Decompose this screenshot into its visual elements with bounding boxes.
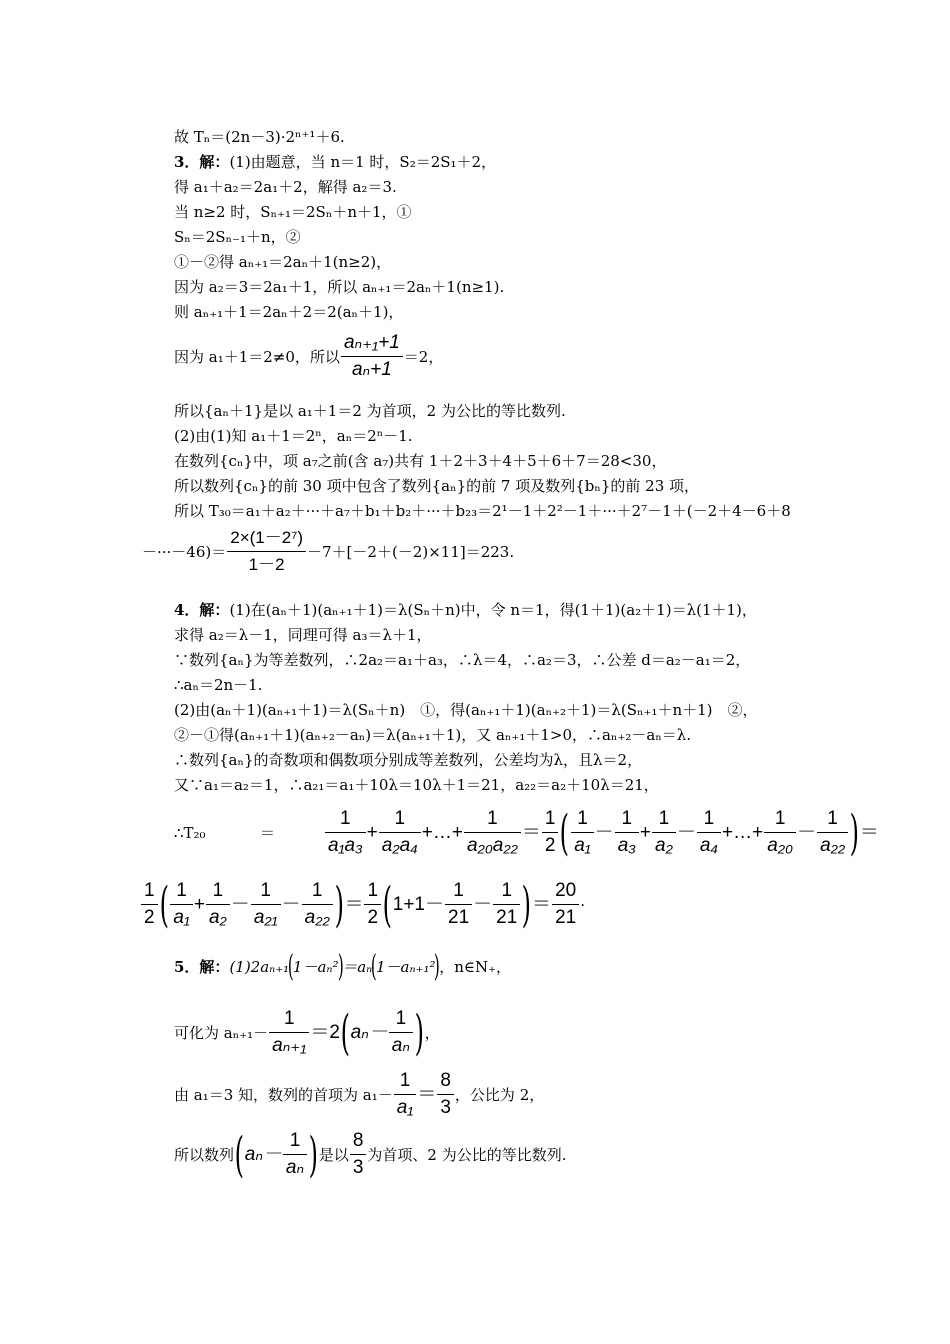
right-paren: ) [849,804,860,861]
text-line: (2)由(1)知 a₁＋1＝2ⁿ，aₙ＝2ⁿ－1. [174,427,413,445]
expression: aₙ－ [350,1021,388,1043]
denominator: a₁a₃ [328,835,363,856]
line-text: 因为 a₁＋1＝2≠0，所以 [174,347,340,366]
formula-t20-result [140,876,585,936]
minus-sign: － [425,893,445,915]
line-text: 可化为 aₙ₊₁－ [174,1023,269,1042]
fraction [302,880,333,929]
denominator: a₂₂ [820,835,846,856]
minus-sign: － [230,893,250,915]
text-line: (2)由(aₙ＋1)(aₙ₊₁＋1)＝λ(Sₙ＋n) ①，得(aₙ₊₁＋1)(aₙ₊₂＋1)＝λ(Sₙ₊₁＋n＋1) ②， [174,701,758,719]
right-paren: ) [414,1004,424,1061]
expression: (1)2aₙ₊₁ [229,958,290,976]
denominator: 21 [448,907,470,928]
numerator: 20 [552,880,579,905]
text-line: Sₙ＝2Sₙ₋₁＋n，② [174,228,301,246]
right-paren: ) [337,949,344,984]
numerator: 1 [251,880,281,905]
text-line: 求得 a₂＝λ－1，同理可得 a₃＝λ＋1， [174,626,432,644]
formula-line [174,1070,544,1126]
right-paren: ) [334,876,344,933]
fraction [764,808,796,857]
numerator: 1 [379,808,421,833]
left-paren: ( [340,1004,350,1061]
fraction [227,527,306,576]
left-paren: ( [560,804,570,861]
text-line [174,152,496,172]
minus-sign: － [797,821,817,843]
ellipsis: +…+ [421,821,463,843]
denominator: a₂a₄ [381,835,418,856]
expression: ＝aₙ [342,958,373,976]
denominator: a₂₂ [304,907,330,928]
fraction [697,808,721,857]
fraction [571,808,594,857]
right-brace: ) [308,1126,319,1183]
fraction [325,808,366,857]
fraction [389,1008,413,1057]
line-text: (1)由题意，当 n＝1 时，S₂＝2S₁＋2， [229,153,497,171]
numerator: 1 [283,1130,307,1155]
fraction [364,880,381,929]
minus-sign: － [281,893,301,915]
fraction [269,1008,309,1057]
numerator: 2×(1－2⁷) [227,527,306,552]
problem-heading: 4．解： [174,601,230,619]
text-line: ∴aₙ＝2n－1. [174,676,263,694]
formula-t20 [174,804,879,864]
line-text: －···－46)＝ [142,542,227,561]
equals-sign: ＝ [521,821,541,843]
numerator: 1 [269,1008,309,1033]
plus-sign: + [639,821,651,843]
denominator: 3 [440,1097,451,1118]
line-text: 所以数列 [174,1145,235,1164]
denominator: a₁ [574,835,591,856]
line-text: (1)在(aₙ＋1)(aₙ₊₁＋1)＝λ(Sₙ＋n)中，令 n＝1，得(1＋1)(a₂＋1)＝λ(1＋1)， [229,601,757,619]
denominator: a₂₀a₂₂ [466,835,518,856]
text-line: 故 Tₙ＝(2n－3)·2ⁿ⁺¹＋6. [174,128,345,146]
denominator: a₁ [396,1097,414,1118]
fraction-line [174,332,443,381]
denominator: 1－2 [248,555,285,574]
minus-sign: － [594,821,614,843]
text-line: 又∵a₁＝a₂＝1，∴a₂₁＝a₁＋10λ＝10λ＋1＝21，a₂₂＝a₂＋10λ＝21， [174,776,659,794]
line-text: －7＋[－2＋(－2)×11]＝223. [307,542,515,561]
fraction [170,880,193,929]
text-line: ①－②得 aₙ₊₁＝2aₙ＋1(n≥2)， [174,253,392,271]
numerator: 1 [394,1070,417,1095]
text-line: ∵数列{aₙ}为等差数列，∴2a₂＝a₁＋a₃，∴λ＝4，∴a₂＝3，∴公差 d＝a₂－a₁＝2， [174,651,751,669]
numerator: 1 [542,808,559,833]
right-paren: ) [521,876,532,933]
expression: 1－aₙ₊₁² [375,958,436,976]
text-line: ∴数列{aₙ}的奇数项和偶数项分别成等差数列，公差均为λ，且λ＝2， [174,751,643,769]
problem-heading: 5．解： [174,958,230,976]
text-line [174,600,757,620]
denominator: 3 [352,1157,364,1178]
fraction [542,808,559,857]
line-text: 是以 [318,1145,349,1164]
fraction [437,1070,454,1119]
left-brace: ( [234,1126,245,1183]
expression: 1+1 [392,893,425,915]
right-paren: ) [434,949,441,984]
fraction [464,808,521,857]
numerator: 1 [571,808,594,833]
expression: ＝2 [310,1021,340,1043]
left-paren: ( [382,876,393,933]
numerator: 1 [817,808,848,833]
numerator: 1 [697,808,721,833]
numerator: aₙ₊₁+1 [341,332,403,357]
numerator: 1 [170,880,193,905]
fraction [251,880,281,929]
denominator: a₂₀ [767,835,794,856]
denominator: a₃ [617,835,636,856]
denominator: a₂ [208,907,227,928]
numerator: 1 [206,880,230,905]
formula-line [174,949,512,984]
text-line: 所以数列{cₙ}的前 30 项中包含了数列{aₙ}的前 7 项及数列{bₙ}的前 23 项， [174,477,700,495]
text-line: 因为 a₂＝3＝2a₁＋1，所以 aₙ₊₁＝2aₙ＋1(n≥1). [174,278,505,296]
numerator: 1 [764,808,796,833]
plus-sign: + [366,821,378,843]
formula-line [174,1004,440,1064]
line-text: ＝2， [403,347,444,366]
denominator: a₂ [655,835,673,856]
denominator: 21 [555,907,577,928]
text-line: 当 n≥2 时，Sₙ₊₁＝2Sₙ＋n＋1，① [174,203,412,221]
numerator: 1 [325,808,366,833]
line-text: 由 a₁＝3 知，数列的首项为 a₁－ [174,1085,393,1104]
numerator: 1 [141,880,158,905]
denominator: 2 [367,907,379,928]
fraction [283,1130,307,1179]
numerator: 1 [652,808,676,833]
t20-label: ∴T₂₀ [174,823,206,842]
denominator: a₄ [699,835,719,856]
expression: 1－aₙ² [292,958,339,976]
fraction-line [142,527,514,576]
numerator: 8 [350,1130,367,1155]
line-text: ， [424,1023,440,1042]
formula-line [174,1126,567,1186]
numerator: 1 [464,808,521,833]
fraction [615,808,639,857]
minus-sign: － [676,821,696,843]
text-line: 所以 T₃₀＝a₁＋a₂＋···＋a₇＋b₁＋b₂＋···＋b₂₃＝2¹－1＋2²－1＋···＋2⁷－1＋(－2＋4－6＋8 [174,502,791,520]
line-text: ，n∈N₊， [439,958,512,976]
numerator: 1 [615,808,639,833]
denominator: a₂₁ [253,907,278,928]
expression: aₙ－ [244,1143,282,1165]
left-paren: ( [159,876,169,933]
fraction [206,880,230,929]
fraction [394,1070,417,1119]
problem-heading: 3．解： [174,153,230,171]
fraction [817,808,848,857]
line-text: 为首项、2 为公比的等比数列. [367,1145,567,1164]
text-line: 得 a₁＋a₂＝2a₁＋2，解得 a₂＝3. [174,178,397,196]
numerator: 1 [445,880,472,905]
equals-sign: ＝ [859,821,879,843]
denominator: 2 [544,835,556,856]
ellipsis: +…+ [722,821,764,843]
plus-sign: + [193,893,205,915]
fraction [341,332,403,381]
text-line: 则 aₙ₊₁＋1＝2aₙ＋2＝2(aₙ＋1)， [174,303,404,321]
period: · [580,895,585,914]
text-line: 所以{aₙ＋1}是以 a₁＋1＝2 为首项，2 为公比的等比数列. [174,402,566,420]
minus-sign: － [473,893,493,915]
fraction [445,880,472,929]
denominator: aₙ+1 [351,359,392,380]
text-line: 在数列{cₙ}中，项 a₇之前(含 a₇)共有 1＋2＋3＋4＋5＋6＋7＝28<30， [174,452,667,470]
text-line: ②－①得(aₙ₊₁＋1)(aₙ₊₂－aₙ)＝λ(aₙ₊₁＋1)，又 aₙ₊₁＋1>0，∴aₙ₊₂－aₙ＝λ. [174,726,692,744]
fraction [493,880,520,929]
numerator: 8 [437,1070,454,1095]
fraction [552,880,579,929]
fraction [652,808,676,857]
denominator: a₁ [173,907,190,928]
denominator: aₙ [391,1035,410,1056]
denominator: aₙ₊₁ [272,1035,307,1056]
denominator: 2 [144,907,155,928]
line-text: ，公比为 2， [454,1085,545,1104]
numerator: 1 [364,880,381,905]
fraction [350,1130,367,1179]
numerator: 1 [302,880,333,905]
left-paren: ( [371,949,378,984]
equals-sign: ＝ [344,893,364,915]
left-paren: ( [288,949,294,984]
equals-sign: ＝ [532,893,552,915]
equals-sign: ＝ [260,823,276,842]
denominator: aₙ [285,1157,305,1178]
equals-sign: ＝ [417,1083,437,1105]
fraction [379,808,421,857]
numerator: 1 [389,1008,413,1033]
denominator: 21 [496,907,518,928]
numerator: 1 [493,880,520,905]
fraction [141,880,158,929]
